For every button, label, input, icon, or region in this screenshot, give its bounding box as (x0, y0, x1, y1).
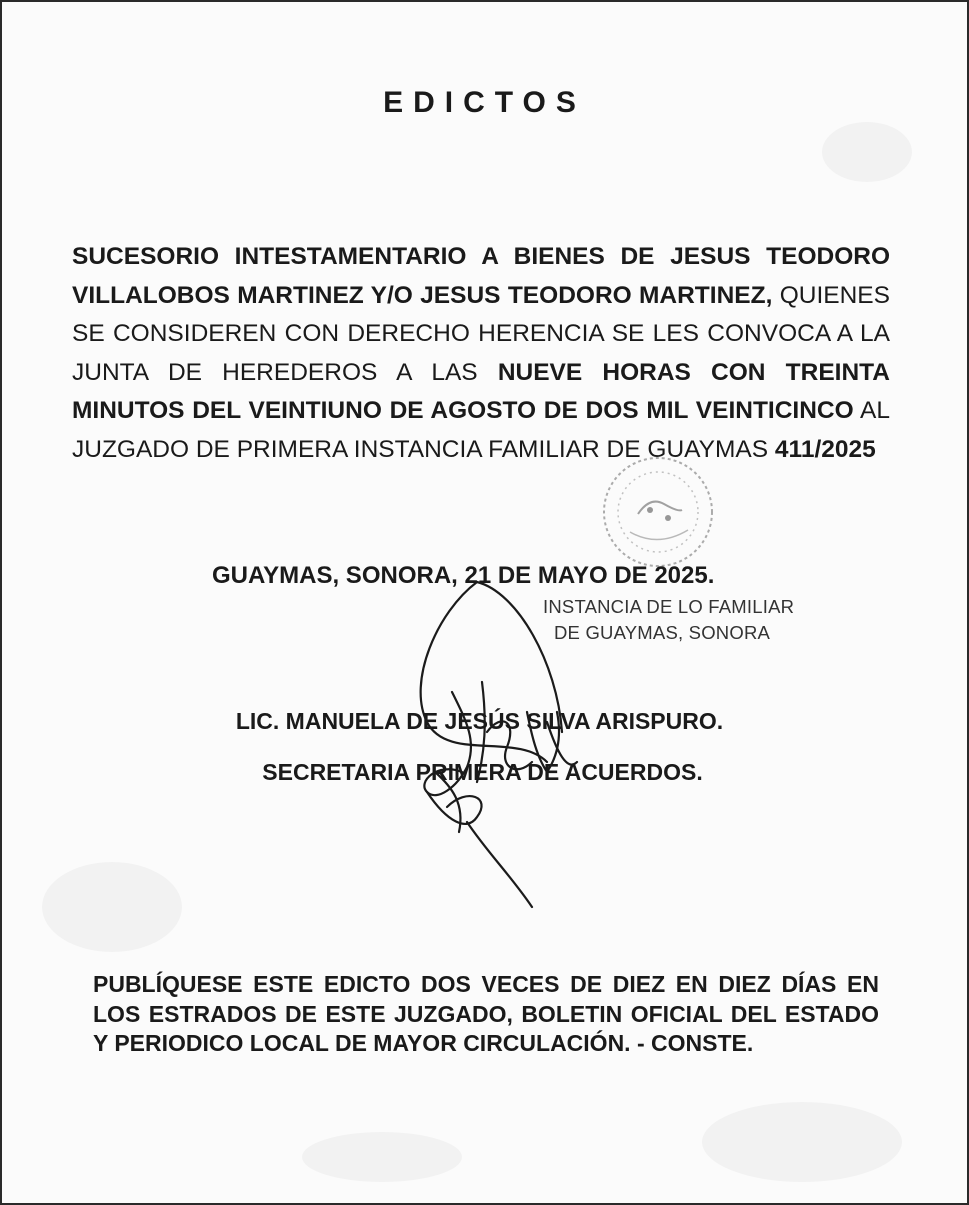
hearing-time: NUEVE HORAS CON TREINTA MINUTOS DEL VEINTIUNO DE AGOSTO DE DOS MIL VEINTICINCO (72, 358, 890, 424)
signer-name: LIC. MANUELA DE JESÚS SILVA ARISPURO. (235, 708, 724, 734)
edict-body (72, 238, 890, 469)
signature-icon (407, 572, 587, 912)
convocation-text: QUIENES SE CONSIDEREN CON DERECHO HERENCIA SE LES CONVOCA A LA JUNTA DE HEREDEROS A LAS (72, 281, 890, 386)
stamp-court-line-1: INSTANCIA DE LO FAMILIAR (543, 596, 795, 617)
document-title: EDICTOS (383, 86, 586, 119)
paper-texture (302, 1132, 462, 1182)
court-text: AL JUZGADO DE PRIMERA INSTANCIA FAMILIAR DE GUAYMAS (72, 397, 890, 463)
publication-note: PUBLÍQUESE ESTE EDICTO DOS VECES DE DIEZ EN DIEZ DÍAS EN LOS ESTRADOS DE ESTE JUZGADO, BOLETIN OFICIAL DEL ESTADO Y PERIODICO LOCAL DE MAYOR CIRCULACIÓN. - CONSTE. (93, 971, 879, 1056)
paper-texture (42, 862, 182, 952)
signer-role: SECRETARIA PRIMERA DE ACUERDOS. (262, 759, 703, 785)
stamp-court-line-2: DE GUAYMAS, SONORA (554, 622, 771, 643)
place-and-date: GUAYMAS, SONORA, 21 DE MAYO DE 2025. (212, 562, 715, 589)
deceased-heading: SUCESORIO INTESTAMENTARIO A BIENES DE JESUS TEODORO VILLALOBOS MARTINEZ Y/O JESUS TEODORO MARTINEZ, (72, 243, 890, 309)
court-seal-icon (590, 452, 730, 572)
paper-texture (702, 1102, 902, 1182)
paper-texture (822, 122, 912, 182)
case-number: 411/2025 (774, 435, 876, 463)
